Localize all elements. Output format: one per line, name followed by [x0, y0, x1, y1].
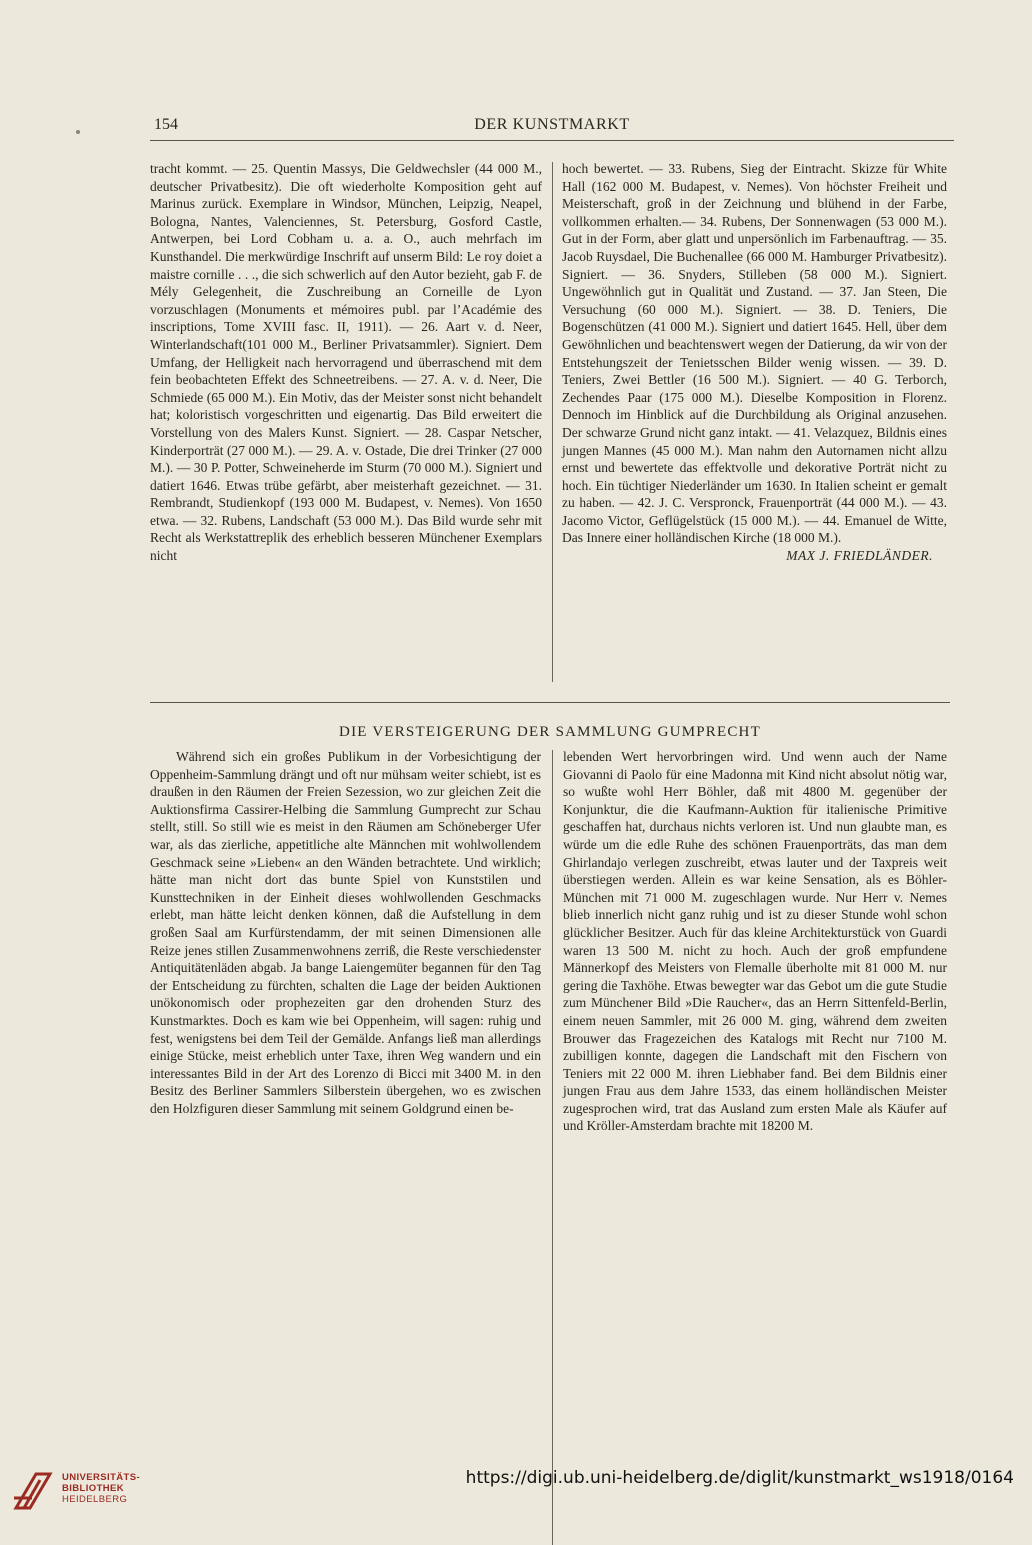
library-name-line3: HEIDELBERG: [62, 1494, 128, 1505]
library-logo-icon: [10, 1468, 56, 1512]
article2-column-left: [150, 748, 541, 1117]
article1-text-right: hoch bewertet. — 33. Rubens, Sieg der Eintracht. Skizze für White Hall (162 000 M. Budapest, v. Nemes). Von höchster Freiheit und Meisterschaft, groß in der Zeichnung und blühend in der Farbe, vollkommen erhalten.— 34. Rubens, Der Sonnenwagen (53 000 M.). Gut in der Form, aber glatt und unpersönlich im Farbenauftrag. — 35. Jacob Ruysdael, Die Buchenallee (66 000 M. Hamburger Privatbesitz). Signiert. — 36. Snyders, Stilleben (58 000 M.). Signiert. Ungewöhnlich gut in Qualität und Zustand. — 37. Jan Steen, Die Versuchung (60 000 M.). Signiert. — 38. D. Teniers, Die Bogenschützen (41 000 M.). Signiert und datiert 1645. Hell, über dem Gewöhnlichen und beachtenswert wegen der Datierung, da wir von der Entstehungszeit der Tenietsschen Bilder wenig wissen. — 39. D. Teniers, Zwei Bettler (16 500 M.). Signiert. — 40 G. Terborch, Zechendes Paar (175 000 M.). Dieselbe Komposition in Florenz. Dennoch im Hinblick auf die Durchbildung als Original anzusehen. Der schwarze Grund nicht ganz intakt. — 41. Velazquez, Bildnis eines jungen Mannes (45 000 M.). Man nahm den Autornamen nicht allzu ernst und bewertete das effektvolle und dekorative Porträt nicht zu hoch. Ein tüchtiger Niederländer um 1630. In Italien scheint er gemalt zu haben. — 42. J. C. Verspronck, Frauenporträt (44 000 M.). — 43. Jacomo Victor, Geflügelstück (15 000 M.). — 44. Emanuel de Witte, Das Innere einer holländischen Kirche (18 000 M.).: [562, 161, 947, 546]
page-header: [150, 116, 954, 141]
footer-bar: [0, 1460, 1032, 1529]
running-title: DER KUNSTMARKT: [474, 116, 630, 133]
article-title: DIE VERSTEIGERUNG DER SAMMLUNG GUMPRECHT: [339, 724, 761, 740]
library-name: [62, 1472, 140, 1505]
article2-column-right: [563, 748, 947, 1135]
library-name-line2: BIBLIOTHEK: [62, 1483, 125, 1494]
library-name-line1: UNIVERSITÄTS-: [62, 1472, 141, 1483]
article1-text-left: tracht kommt. — 25. Quentin Massys, Die Geldwechsler (44 000 M., deutscher Privatbesitz). Die oft wiederholte Komposition geht auf Marinus zurück. Exemplare in Windsor, München, Leipzig, Neapel, Bologna, Nantes, Valenciennes, St. Petersburg, Gosford Castle, Antwerpen, bei Lord Cobham u. a. a. O., auch mehrfach im Kunsthandel. Die merkwürdige Inschrift auf unserm Bild: Le roy doiet a maistre cornille . . ., die sich schwerlich auf den Autor bezieht, gab F. de Mély Gelegenheit, die Zuschreibung an Corneille de Lyon vorzuschlagen (Monuments et mémoires publ. par l’Académie des inscriptions, Tome XVIII fasc. II, 1911). — 26. Aart v. d. Neer, Winterlandschaft(101 000 M., Berliner Privatsammler). Signiert. Dem Umfang, der Helligkeit nach hervorragend und überraschend mit dem fein beobachteten Effekt des Schneetreibens. — 27. A. v. d. Neer, Die Schmiede (65 000 M.). Ein Motiv, das der Meister sonst nicht behandelt hat; koloristisch vorgeschritten und eigenartig. Das Bild erweitert die Vorstellung von des Malers Kunst. Signiert. — 28. Caspar Netscher, Kinderporträt (27 000 M.). — 29. A. v. Ostade, Die drei Trinker (27 000 M.). — 30 P. Potter, Schweineherde im Sturm (70 000 M.). Signiert und datiert 1646. Etwas trübe gefärbt, aber meisterhaft gezeichnet. — 31. Rembrandt, Studienkopf (193 000 M. Budapest, v. Nemes). Von 1650 etwa. — 32. Rubens, Landschaft (53 000 M.). Das Bild wurde sehr mit Recht als Werkstattreplik des erheblich besseren Münchener Exemplars nicht: [150, 161, 542, 564]
author-signature: MAX J. FRIEDLÄNDER.: [786, 548, 933, 564]
page-mark: [76, 130, 80, 134]
page-number: 154: [154, 116, 178, 133]
article2-text-left: Während sich ein großes Publikum in der Vorbesichtigung der Oppenheim-Sammlung drängt und oft nur mühsam weiter schiebt, ist es draußen in den Räumen der Freien Sezession, wo zur gleichen Zeit die Auktionsfirma Cassirer-Helbing die Sammlung Gumprecht zur Schau stellt, still. So still wie es meist in den Räumen am Schöneberger Ufer war, als das zierliche, appetitliche alte Männchen mit wohlwollendem Geschmack seine »Lieben« an den Wänden betrachtete. Und wirklich; hätte man nicht dort das bunte Spiel von Kunststilen und Kunsttechniken in der Einheit dieses wohlwollenden Geschmacks erlebt, man hätte leicht denken können, daß die Aufstellung in dem großen Saal am Kurfürstendamm, der mit seinen Dimensionen alle Reize jenes stillen Zusammenwohnens zerriß, die Reste verschiedenster Antiquitätenläden abgab. Ja bange Laiengemüter begannen für den Tag der Entscheidung zu fürchten, schalten die Lage der beiden Auktionen unökonomisch oder prophezeiten gar den drohenden Sturz des Kunstmarktes. Doch es kam wie bei Oppenheim, will sagen: ruhig und fest, wenigstens bei dem Teil der Gemälde. Anfangs ließ man allerdings einige Stücke, meist erheblich unter Taxe, ihren Weg wandern und ein interessantes Bild in der Art des Lorenzo di Bicci mit 3400 M. in den Besitz des Berliner Sammlers Silberstein übergehen, wo es zwischen den Holzfiguren dieser Sammlung mit seinem Goldgrund einen be-: [150, 749, 541, 1116]
section-rule: [150, 702, 950, 703]
article1-column-left: [150, 160, 542, 565]
article1-column-right: [562, 160, 947, 565]
column-divider: [552, 162, 553, 682]
column-divider: [552, 750, 553, 1545]
permalink-url[interactable]: https://digi.ub.uni-heidelberg.de/diglit/kunstmarkt_ws1918/0164: [465, 1468, 1014, 1488]
article2-text-right: lebenden Wert hervorbringen wird. Und wenn auch der Name Giovanni di Paolo für eine Madonna mit Kind nicht absolut nötig war, so wußte wohl Herr Böhler, daß mit 4800 M. gegenüber der Konjunktur, die die Kaufmann-Auktion für italienische Primitive geschaffen hat, durchaus nichts verloren ist. Und nun glaubte man, es würde um die edle Ruhe des schönen Frauenporträts, das man dem Ghirlandajo verlegen zuschreibt, etwas lauter und der Taxpreis weit überstiegen werden. Allein es war keine Sensation, als es Böhler-München mit 71 000 M. zugeschlagen wurde. Nur Herr v. Nemes blieb innerlich nicht ganz ruhig und ist zu dieser Stunde wohl schon glücklicher Besitzer. Auch für das kleine Architekturstück von Guardi waren 13 500 M. nicht zu hoch. Auch der groß empfundene Männerkopf des Meisters von Flemalle überholte mit 81 000 M. nur gering die Taxhöhe. Etwas bewegter war das Gebot um die gute Studie zum Münchener Bild »Die Raucher«, das an Herrn Sittenfeld-Berlin, einem neuen Sammler, mit 26 000 M. ging, während dem zweiten Brouwer das Fragezeichen des Katalogs mit Recht nur 7100 M. zubilligen konnte, dagegen die Landschaft mit den Fischern von Teniers mit 22 000 M. ihren Liebhaber fand. Bei dem Bildnis einer jungen Frau aus dem Jahre 1533, das einem holländischen Meister zugesprochen wird, trat das Ausland zum ersten Male als Käufer auf und Kröller-Amsterdam brachte mit 18200 M.: [563, 749, 947, 1134]
